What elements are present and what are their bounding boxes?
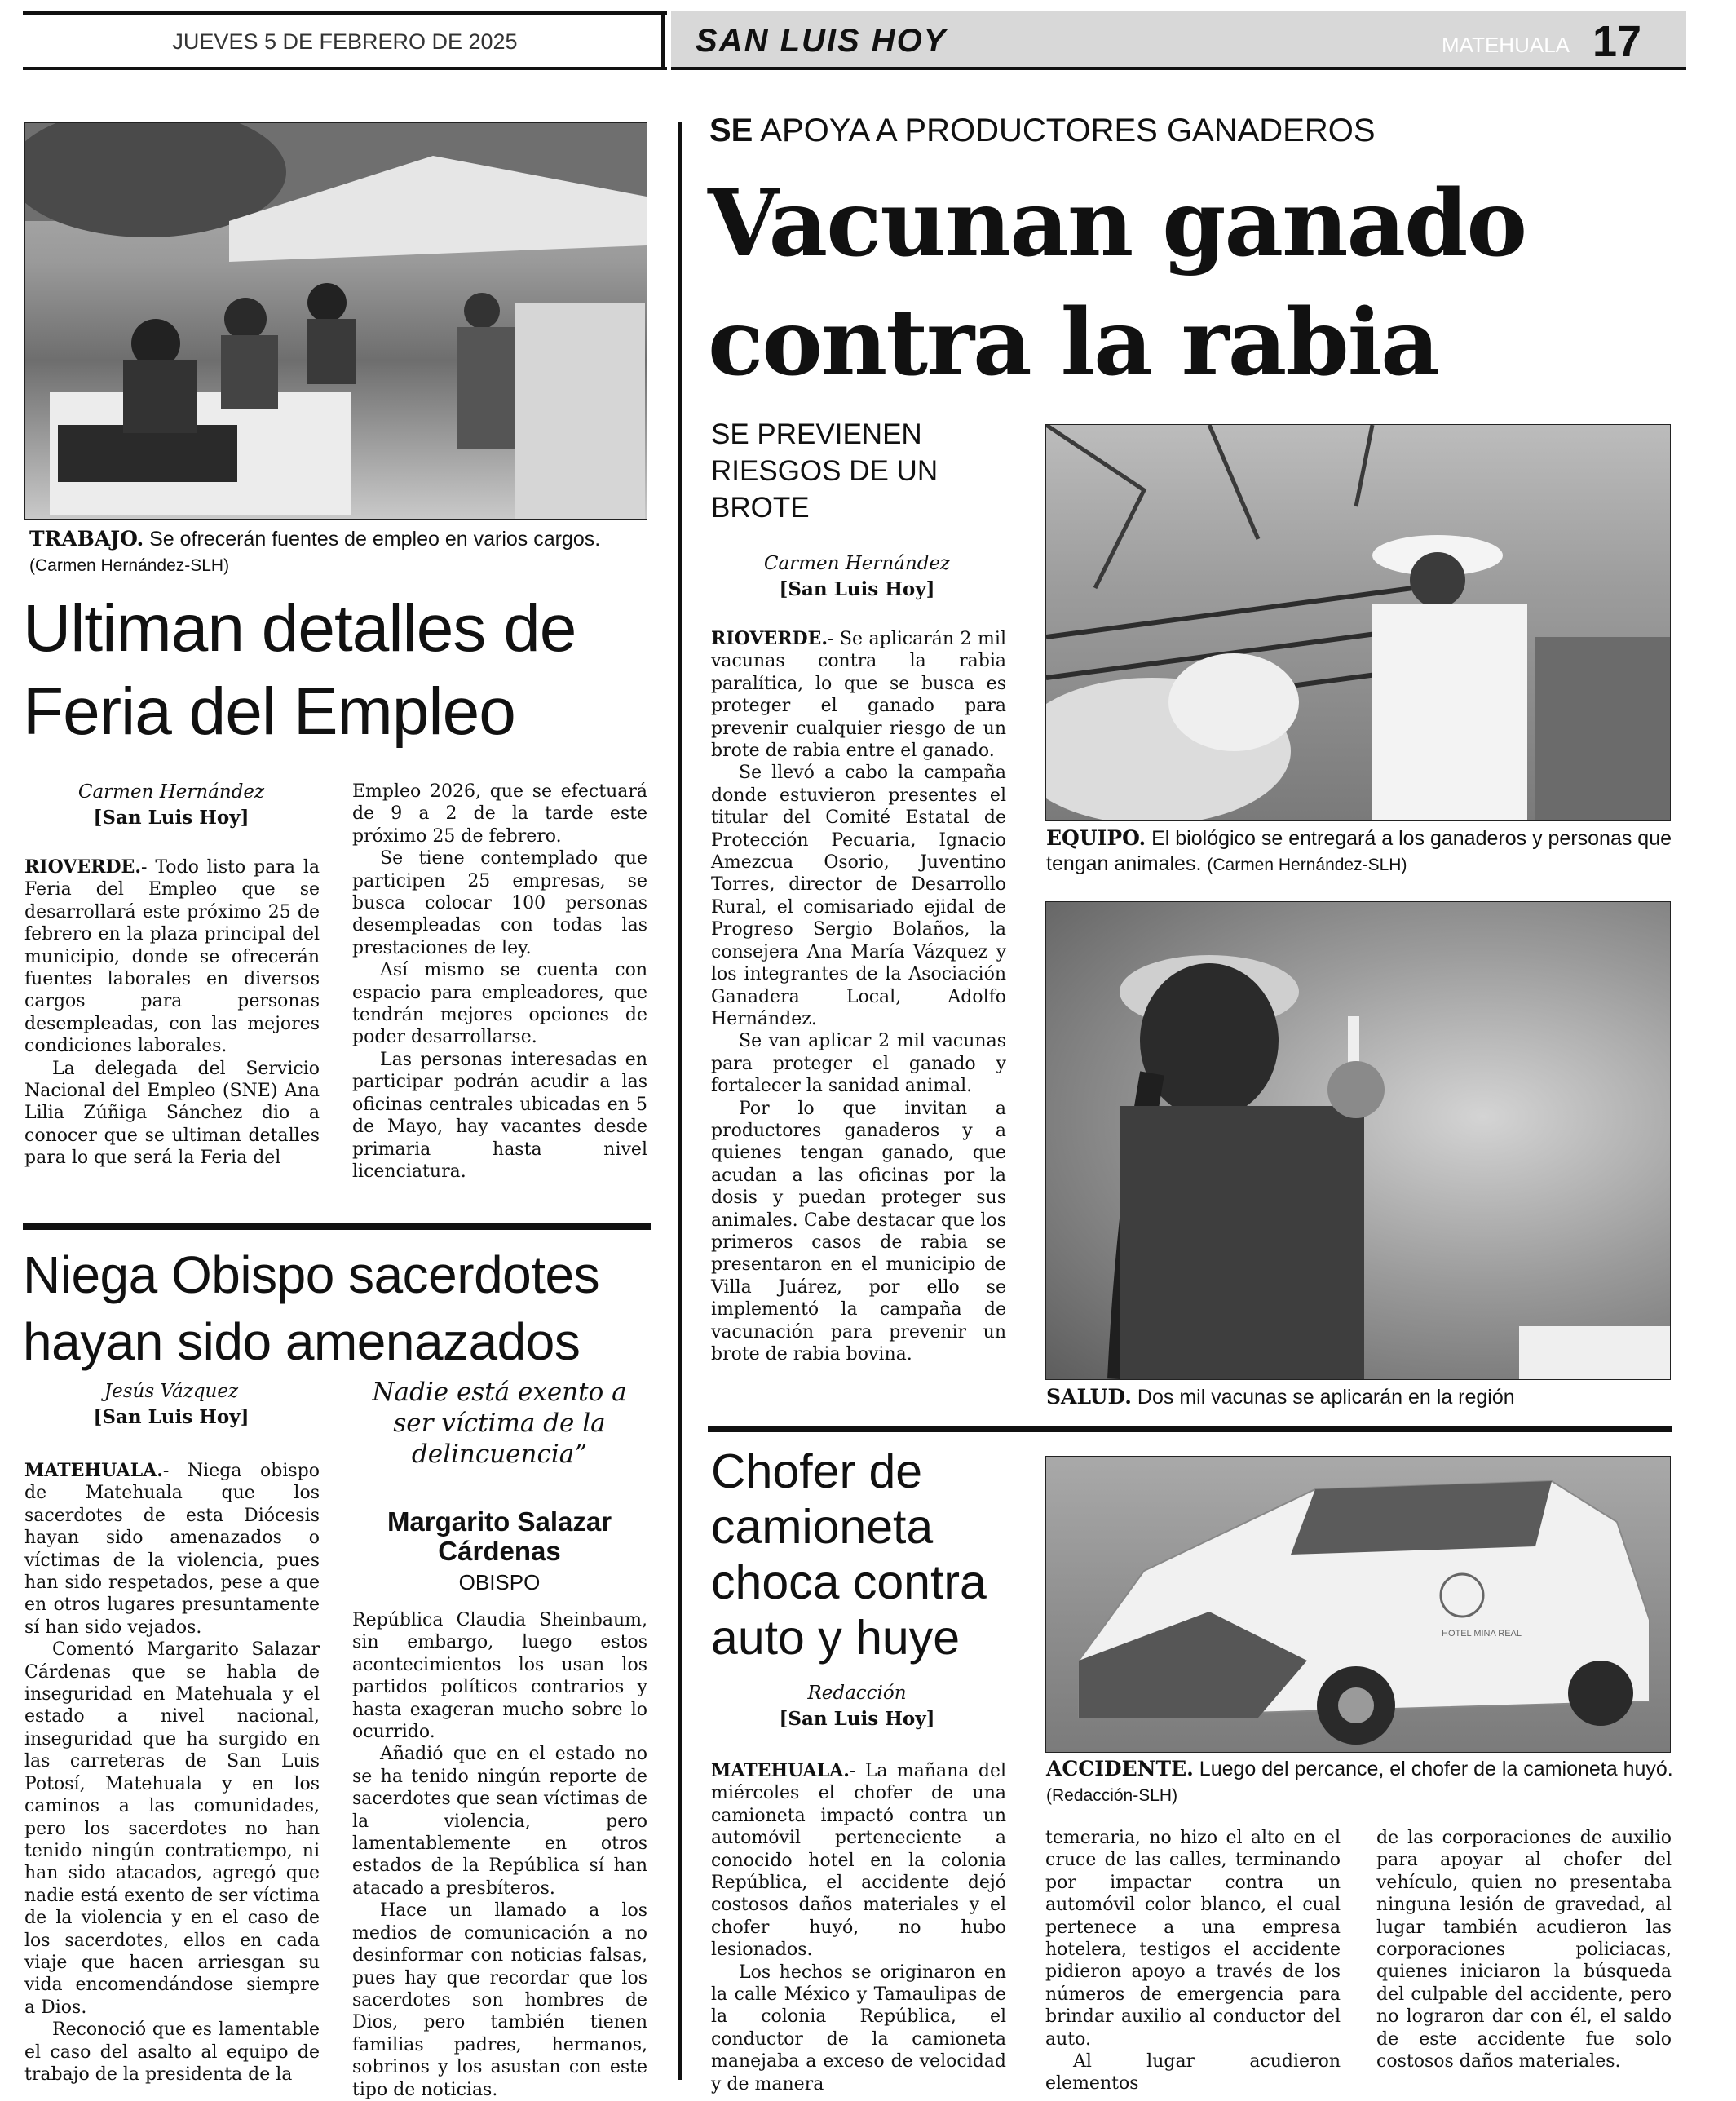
rabia-headline: Vacunan ganado contra la rabia <box>708 170 1526 396</box>
obispo-quote-role: OBISPO <box>458 1570 541 1595</box>
column-divider <box>678 122 682 2080</box>
rabia-photo-equipo <box>1045 424 1671 821</box>
header-date: JUEVES 5 DE FEBRERO DE 2025 <box>172 29 518 54</box>
chofer-col-3 <box>1376 1827 1672 2072</box>
obispo-col-1: MATEHUALA.- Niega obispo de Matehuala que los sacerdotes de esta Diócesis hayan sido amenazados o víctimas de la violencia, pues han sido respetados, pese a que en otros lugares presuntamente sí han sido vejados. Comentó Margarito Salazar Cárdenas que se habla de inseguridad en Matehuala y el estado a nivel nacional, inseguridad que ha surgido en las carreteras de San Luis Potosí, Matehuala y en los caminos a las comunidades, pero los sacerdotes no han tenido ningún contratiempo, ni han sido atacados, agregó que nadie está exento de ser víctima de la violencia y en el caso de los sacerdotes, ellos en cada viaje que hacen arriesgan su vida encomendándose siempre a Dios. Reconoció que es lamentable el caso del asalto al equipo de trabajo de la presidenta de la <box>24 1460 320 2085</box>
chofer-col-2 <box>1045 1827 1341 2095</box>
feria-bottom-rule <box>23 1223 651 1230</box>
feria-photo <box>24 122 647 520</box>
rabia-kicker: SE APOYA A PRODUCTORES GANADEROS <box>709 113 1376 148</box>
car-door-sign: HOTEL MINA REAL <box>1442 1629 1522 1639</box>
chofer-photo-scene <box>1046 1457 1670 1752</box>
rabia-salud-scene <box>1046 902 1670 1379</box>
page-number: 17 <box>1592 17 1642 66</box>
chofer-col-1: MATEHUALA.- La mañana del miércoles el chofer de una camioneta impactó contra un automóvil perteneciente a conocido hotel en la colonia República, el accidente dejó costosos daños materiales y el chofer huyó, no hubo lesionados. Los hechos se originaron en la calle México y Tamaulipas de la colonia República, el conductor de la camioneta manejaba a exceso de velocidad y de manera <box>711 1760 1006 2094</box>
feria-caption-credit: (Carmen Hernández-SLH) <box>29 556 230 575</box>
obispo-pull-quote: Nadie está exento a ser víctima de la delincuencia” <box>372 1378 627 1469</box>
masthead: SAN LUIS HOY <box>696 23 948 59</box>
chofer-photo <box>1045 1456 1671 1753</box>
feria-p2-start: La delegada del Servicio Nacional del Empleo (SNE) Ana Lilia Zúñiga Sánchez dio a conocer que se ultiman detalles para lo que será la Feria del <box>24 1058 320 1169</box>
feria-col-2: Empleo 2026, que se efectuará de 9 a 2 de la tarde este próximo 25 de febrero. Se tiene contemplado que participen 25 empresas, se busca colocar 100 personas desempleadas con todas las prestaciones de ley. Así mismo se cuenta con espacio para empleadores, que tendrán mejores opciones de poder desarrollarse. Las personas interesadas en participar podrán acudir a las oficinas centrales ubicadas en 5 de Mayo, hay vacantes desde primaria hasta nivel licenciatura. <box>352 781 647 1182</box>
chofer-p3-end: de las corporaciones de auxilio para apoyar al chofer del vehículo, quien no presentaba ninguna lesión de gravedad, al lugar también acudieron las corporaciones policiacas, quienes iniciaron la búsqueda del culpable del accidente, pero no lograron dar con él, el saldo de este accidente fue solo costosos daños materiales. <box>1376 1828 1672 2072</box>
obispo-headline: Niega Obispo sacerdotes hayan sido amenazados <box>23 1245 600 1371</box>
feria-p2-end: Empleo 2026, que se efectuará de 9 a 2 de la tarde este próximo 25 de febrero. <box>352 781 647 847</box>
rabia-caption-salud: SALUD. Dos mil vacunas se aplicarán en la región <box>1046 1385 1515 1409</box>
chofer-p3-start: Al lugar acudieron elementos <box>1045 2051 1341 2094</box>
page-header <box>23 11 1686 70</box>
rabia-caption-equipo: EQUIPO. El biológico se entregará a los ganaderos y personas que tengan animales. (Carmen Hernández-SLH) <box>1046 826 1672 875</box>
obispo-col-2: República Claudia Sheinbaum, sin embargo, luego estos acontecimientos los usan los partidos políticos contrarios y hasta exageran mucho sobre lo ocurrido. Añadió que en el estado no se ha tenido ningún reporte de sacerdotes que sean víctimas de la violencia, pero lamentablemente en otros estados de la República sí han atacado a presbíteros. Hace un llamado a los medios de comunicación a no desinformar con noticias falsas, pues hay que recordar que los sacerdotes son hombres de Dios, pero también tienen familias padres, hermanos, sobrinos y los asustan con este tipo de noticias. <box>352 1610 647 2100</box>
chofer-headline: Chofer de camioneta choca contra auto y huye <box>711 1444 987 1665</box>
obispo-byline: Jesús Vázquez [San Luis Hoy] <box>93 1381 250 1428</box>
feria-caption-text: Se ofrecerán fuentes de empleo en varios cargos. <box>144 528 601 551</box>
feria-headline: Ultiman detalles de Feria del Empleo <box>23 591 576 749</box>
feria-photo-scene <box>25 123 647 519</box>
obispo-quote-name: Margarito Salazar Cárdenas <box>387 1506 612 1566</box>
chofer-p2-end: temeraria, no hizo el alto en el cruce de las calles, terminando por impactar contra un automóvil color blanco, el cual pertenece a una empresa hotelera, testigos el accidente pidieron apoyo a través de los números de emergencia para brindar auxilio al conductor del auto. <box>1045 1828 1341 2050</box>
rabia-subhead: SE PREVIENEN RIESGOS DE UN BROTE <box>711 418 939 524</box>
chofer-p2-start: Los hechos se originaron en la calle México y Tamaulipas de la colonia República, el conductor de la camioneta manejaba a exceso de velocidad y de manera <box>711 1962 1006 2094</box>
feria-photo-caption: TRABAJO. Se ofrecerán fuentes de empleo en varios cargos. (Carmen Hernández-SLH) <box>29 527 601 575</box>
top-rule <box>23 11 667 15</box>
rabia-col: RIOVERDE.- Se aplicarán 2 mil vacunas contra la rabia paralítica, lo que se busca es proteger el ganado para prevenir cualquier riesgo de un brote de rabia entre el ganado. Se llevó a cabo la campaña donde estuvieron presentes el titular del Comité Estatal de Protección Pecuaria, Ignacio Amezcua Osorio, Juventino Torres, director de Desarrollo Rural, el comisariado ejidal de Progreso Sergio Bolaños, la consejera Ana María Vázquez y los integrantes de la Asociación Ganadera Local, Adolfo Hernández. Se van aplicar 2 mil vacunas para proteger el ganado y fortalecer la sanidad animal. Por lo que invitan a productores ganaderos y a quienes tengan ganado, que acudan a las oficinas por la dosis y puedan proteger sus animales. Cabe destacar que los primeros casos de rabia se presentaron en el municipio de Villa Juárez, por ello se implementó la campaña de vacunación para prevenir un brote de rabia bovina. <box>711 628 1006 1365</box>
rabia-photo-salud <box>1045 901 1671 1380</box>
chofer-photo-caption: ACCIDENTE. Luego del percance, el chofer de la camioneta huyó. (Redacción-SLH) <box>1046 1757 1673 1805</box>
rabia-bottom-rule <box>708 1426 1672 1432</box>
header-divider <box>661 11 665 70</box>
feria-col-1: RIOVERDE.- Todo listo para la Feria del Empleo que se desarrollará este próximo 25 de febrero en la plaza principal del municipio, donde se ofrecerán fuentes laborales en diversos cargos para personas desempleadas, con las mejores condiciones laborales. La delegada del Servicio Nacional del Empleo (SNE) Ana Lilia Zúñiga Sánchez dio a conocer que se ultiman detalles para lo que será la Feria del <box>24 856 320 1169</box>
rabia-equipo-scene <box>1046 425 1670 820</box>
section-name: MATEHUALA <box>1442 33 1570 57</box>
rabia-byline: Carmen Hernández [San Luis Hoy] <box>763 553 951 600</box>
chofer-byline: Redacción [San Luis Hoy] <box>779 1683 935 1730</box>
header-left-rule <box>23 67 667 70</box>
feria-byline: Carmen Hernández [San Luis Hoy] <box>77 781 265 829</box>
